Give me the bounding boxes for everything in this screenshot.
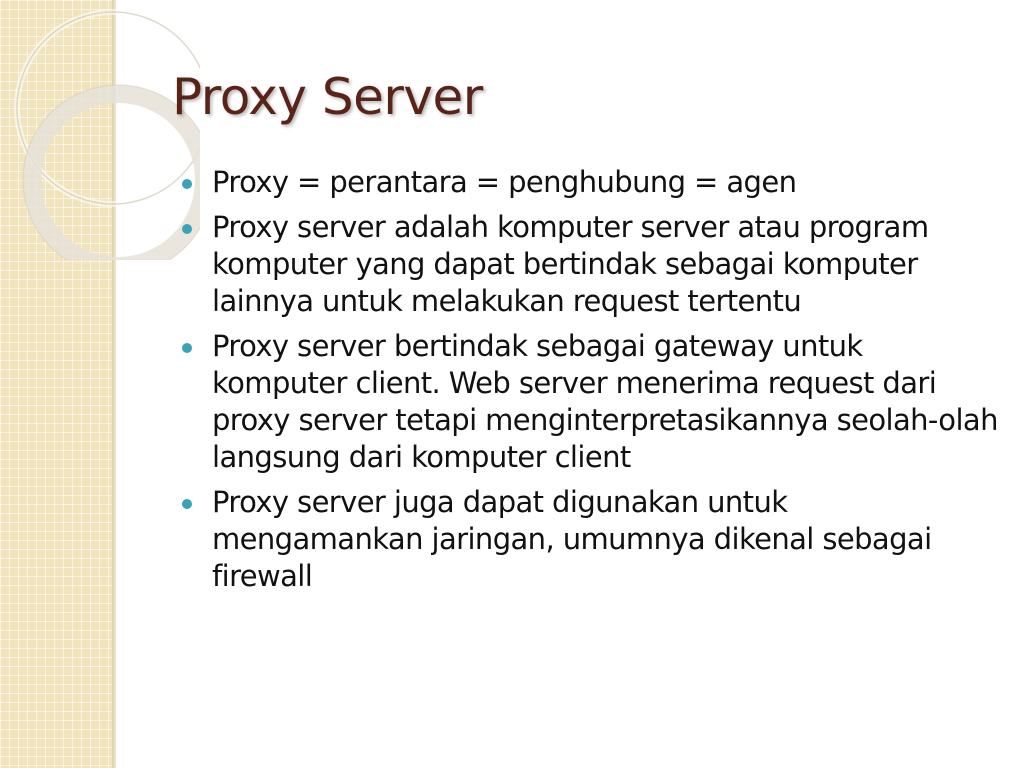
- bullet-text: Proxy server bertindak sebagai gateway untuk komputer client. Web server menerima request dari proxy server tetapi menginterpretasikannya seolah-olah langsung dari komputer client: [212, 329, 998, 474]
- bullet-text: Proxy server adalah komputer server atau program komputer yang dapat bertindak sebagai komputer lainnya untuk melakukan request tertentu: [212, 210, 929, 318]
- ring-decoration-icon: [0, 0, 200, 260]
- bullet-marker-icon: [182, 179, 192, 189]
- bullet-item: [212, 164, 1002, 201]
- bullet-list: [212, 164, 1002, 603]
- bullet-marker-icon: [182, 224, 192, 234]
- bullet-marker-icon: [182, 343, 192, 353]
- slide-title: Proxy Server: [172, 68, 483, 126]
- bullet-text: Proxy = perantara = penghubung = agen: [212, 165, 797, 199]
- bullet-marker-icon: [182, 499, 192, 509]
- bullet-item: [212, 209, 1002, 320]
- bullet-item: [212, 484, 1002, 595]
- bullet-text: Proxy server juga dapat digunakan untuk mengamankan jaringan, umumnya dikenal sebagai firewall: [212, 485, 932, 593]
- bullet-item: [212, 328, 1002, 476]
